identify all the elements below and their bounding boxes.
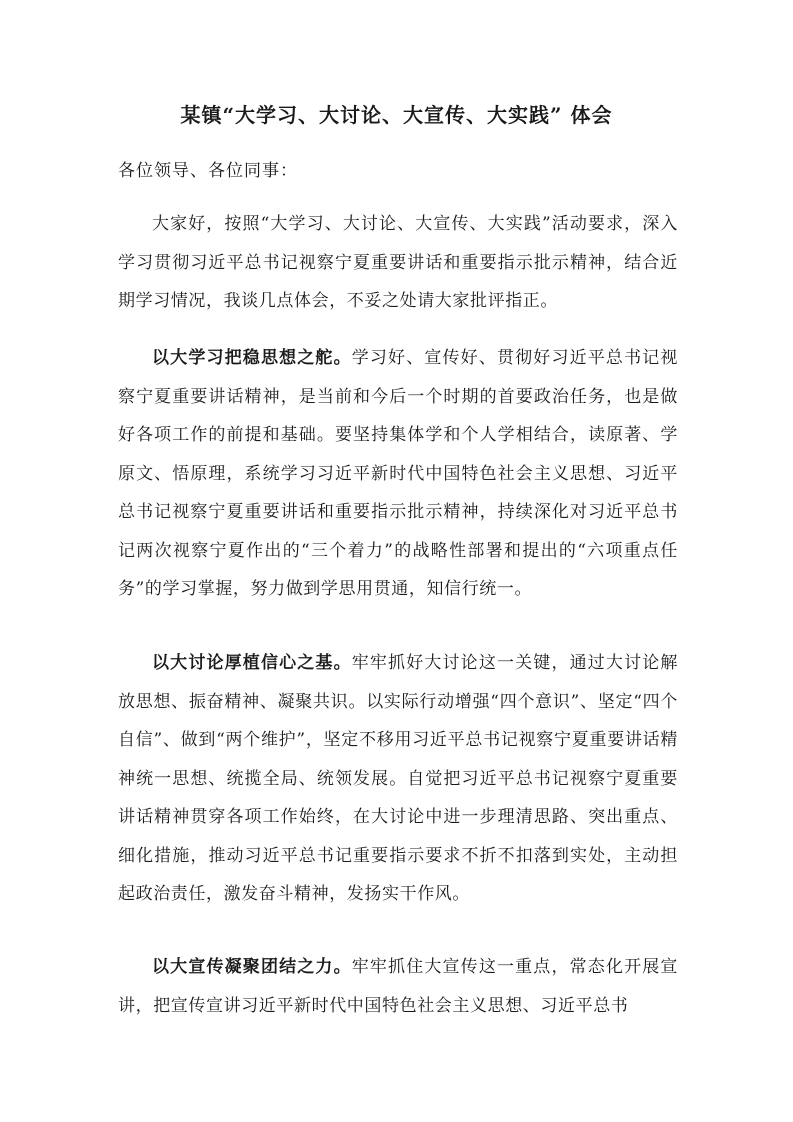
salutation: 各位领导、各位同事： [118,161,298,181]
paragraph-lead: 以大学习把稳思想之舵。 [152,348,352,368]
paragraph-discussion [118,644,678,914]
paragraph-lead: 以大宣传凝聚团结之力。 [152,957,352,977]
paragraph-intro [118,205,678,321]
paragraph-publicity [118,948,678,1025]
paragraph-study [118,339,678,609]
paragraph-text: 牢牢抓住大宣传这一重点，常态化开展宣讲，把宣传宣讲习近平新时代中国特色社会主义思想、习近平总书 [118,957,678,1016]
paragraph-lead: 以大讨论厚植信心之基。 [152,653,352,673]
paragraph-text: 牢牢抓好大讨论这一关键，通过大讨论解放思想、振奋精神、凝聚共识。以实际行动增强“四个意识”、坚定“四个自信”、做到“两个维护”，坚定不移用习近平总书记视察宁夏重要讲话精神统一思想、统揽全局、统领发展。自觉把习近平总书记视察宁夏重要讲话精神贯穿各项工作始终，在大讨论中进一步理清思路、突出重点、细化措施，推动习近平总书记重要指示要求不折不扣落到实处，主动担起政治责任，激发奋斗精神，发扬实干作风。 [118,653,678,904]
document-title: 某镇“大学习、大讨论、大宣传、大实践” 体会 [180,103,613,127]
paragraph-text: 学习好、宣传好、贯彻好习近平总书记视察宁夏重要讲话精神，是当前和今后一个时期的首要政治任务，也是做好各项工作的前提和基础。要坚持集体学和个人学相结合，读原著、学原文、悟原理，系统学习习近平新时代中国特色社会主义思想、习近平总书记视察宁夏重要讲话和重要指示批示精神，持续深化对习近平总书记两次视察宁夏作出的“三个着力”的战略性部署和提出的“六项重点任务”的学习掌握，努力做到学思用贯通，知信行统一。 [118,348,678,599]
paragraph-text: 大家好，按照“大学习、大讨论、大宣传、大实践”活动要求，深入学习贯彻习近平总书记视察宁夏重要讲话和重要指示批示精神，结合近期学习情况，我谈几点体会，不妥之处请大家批评指正。 [118,214,678,311]
